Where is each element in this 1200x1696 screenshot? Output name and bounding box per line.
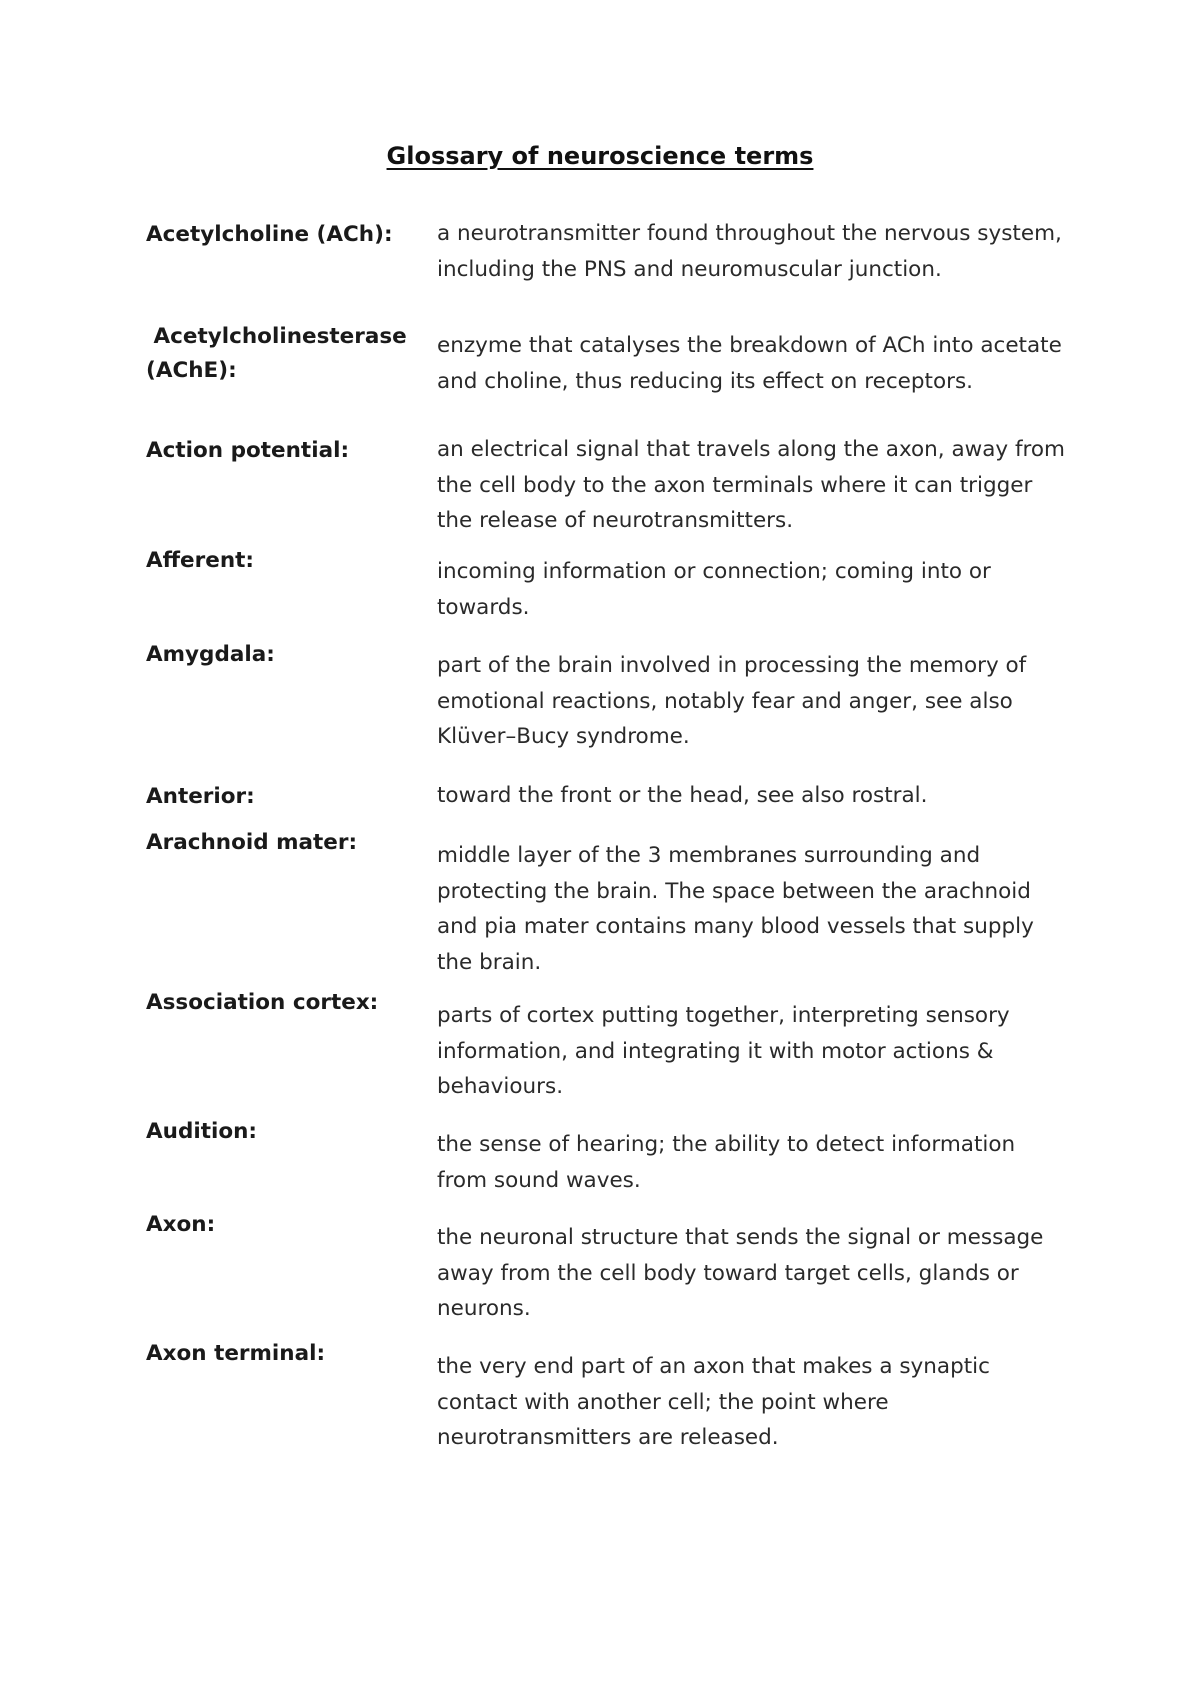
glossary-definition: parts of cortex putting together, interpreting sensory information, and integrating it with motor actions & behaviours. xyxy=(437,1003,1010,1099)
glossary-entry xyxy=(146,826,1066,975)
glossary-definition: enzyme that catalyses the breakdown of ACh into acetate and choline, thus reducing its effect on receptors. xyxy=(437,333,1062,394)
glossary-entry xyxy=(146,320,1066,392)
glossary-definition: the neuronal structure that sends the signal or message away from the cell body toward target cells, glands or neurons. xyxy=(437,1225,1044,1321)
glossary-entry xyxy=(146,780,1066,816)
glossary-entry xyxy=(146,1208,1066,1321)
glossary-term: Axon terminal: xyxy=(146,1341,326,1366)
glossary-entry xyxy=(146,638,1066,749)
glossary-entry xyxy=(146,544,1066,620)
glossary-definition: incoming information or connection; coming into or towards. xyxy=(437,559,991,620)
glossary-term: Association cortex: xyxy=(146,990,379,1015)
glossary-definition: the very end part of an axon that makes a synaptic contact with another cell; the point where neurotransmitters are released. xyxy=(437,1354,990,1450)
glossary-term: Audition: xyxy=(146,1119,258,1144)
glossary-term: Afferent: xyxy=(146,548,255,573)
glossary-entry xyxy=(146,434,1066,542)
glossary-definition: the sense of hearing; the ability to detect information from sound waves. xyxy=(437,1132,1016,1193)
glossary-entry xyxy=(146,986,1066,1099)
glossary-entry xyxy=(146,1115,1066,1193)
glossary-definition: middle layer of the 3 membranes surrounding and protecting the brain. The space between the arachnoid and pia mater contains many blood vessels that supply the brain. xyxy=(437,843,1034,975)
glossary-definition: a neurotransmitter found throughout the nervous system, including the PNS and neuromuscular junction. xyxy=(437,221,1062,282)
glossary-entry xyxy=(146,218,1066,288)
glossary-term: Axon: xyxy=(146,1212,216,1237)
glossary-definition: part of the brain involved in processing the memory of emotional reactions, notably fear and anger, see also Klüver–Bucy syndrome. xyxy=(437,653,1027,749)
glossary-term: Acetylcholinesterase (AChE): xyxy=(146,324,415,383)
glossary-term: Action potential: xyxy=(146,438,350,463)
glossary-term: Arachnoid mater: xyxy=(146,830,358,855)
glossary-term: Anterior: xyxy=(146,784,255,809)
glossary-term: Amygdala: xyxy=(146,642,275,667)
page-title: Glossary of neuroscience terms xyxy=(386,142,814,170)
glossary-term: Acetylcholine (ACh): xyxy=(146,222,393,247)
glossary-definition: an electrical signal that travels along the axon, away from the cell body to the axon terminals where it can trigger the release of neurotransmitters. xyxy=(437,437,1066,533)
glossary-definition: toward the front or the head, see also rostral. xyxy=(437,783,928,808)
glossary-entry xyxy=(146,1337,1066,1450)
